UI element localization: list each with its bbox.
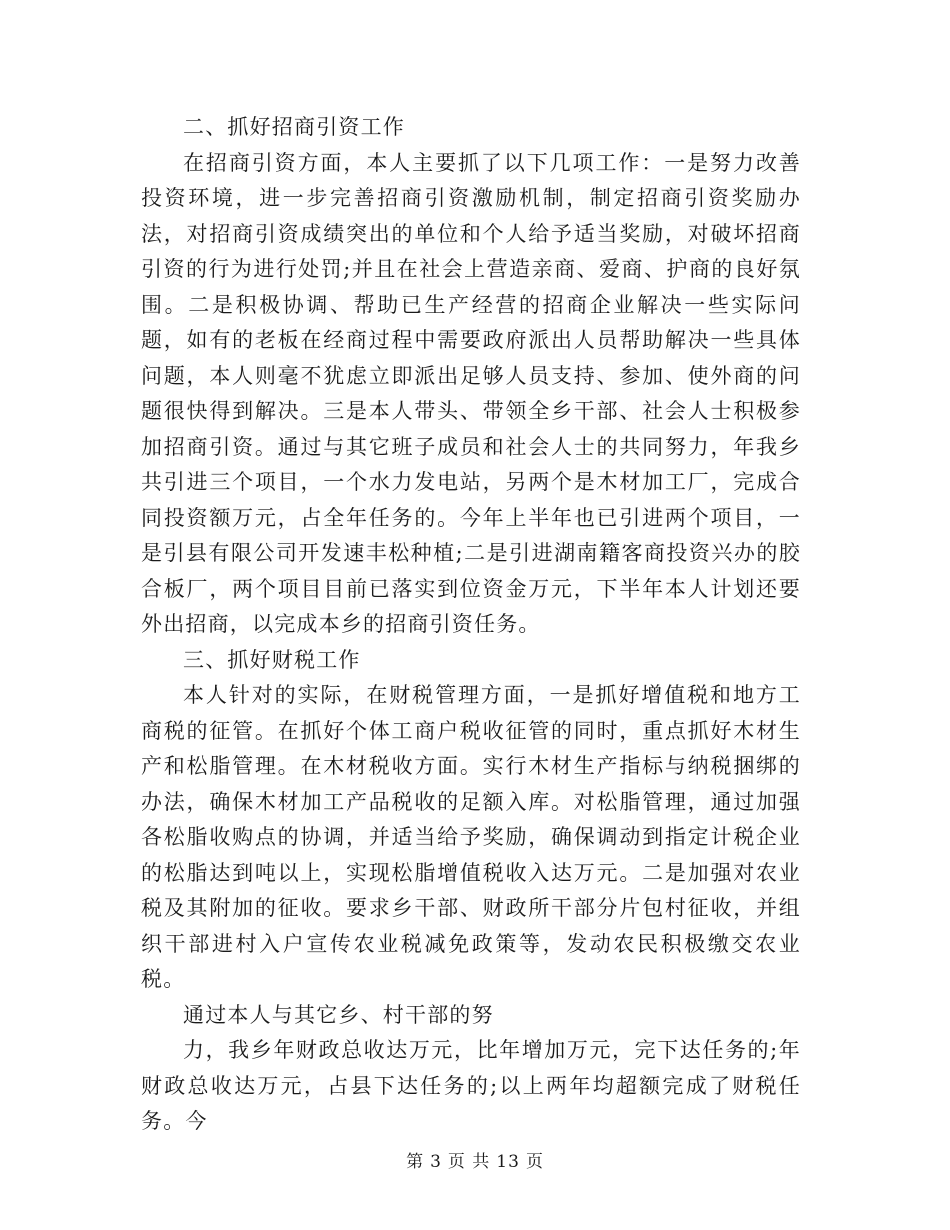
footer-prefix: 第	[406, 1152, 425, 1172]
section-heading-investment: 二、抓好招商引资工作	[183, 115, 405, 139]
paragraph-results: 力，我乡年财政总收达万元，比年增加万元，完下达任务的;年财政总收达万元，占县下达任务的;以上两年均超额完成了财税任务。今	[141, 1038, 801, 1133]
section-heading-finance-tax: 三、抓好财税工作	[183, 647, 361, 672]
footer-suffix: 页	[525, 1152, 544, 1172]
paragraph-investment: 在招商引资方面，本人主要抓了以下几项工作：一是努力改善投资环境，进一步完善招商引资激励机制，制定招商引资奖励办法，对招商引资成绩突出的单位和个人给予适当奖励，对破坏招商引资的行为进行处罚;并且在社会上营造亲商、爱商、护商的良好氛围。二是积极协调、帮助已生产经营的招商企业解决一些实际问题，如有的老板在经商过程中需要政府派出人员帮助解决一些具体问题，本人则毫不犹虑立即派出足够人员支持、参加、使外商的问题很快得到解决。三是本人带头、带领全乡干部、社会人士积极参加招商引资。通过与其它班子成员和社会人士的共同努力，年我乡共引进三个项目，一个水力发电站，另两个是木材加工厂，完成合同投资额万元，占全年任务的。今年上半年也已引进两个项目，一是引县有限公司开发速丰松种植;二是引进湖南籍客商投资兴办的胶合板厂，两个项目目前已落实到位资金万元，下半年本人计划还要外出招商，以完成本乡的招商引资任务。	[141, 150, 801, 636]
paragraph-finance-tax: 本人针对的实际，在财税管理方面，一是抓好增值税和地方工商税的征管。在抓好个体工商户税收征管的同时，重点抓好木材生产和松脂管理。在木材税收方面。实行木材生产指标与纳税捆绑的办法，确保木材加工产品税收的足额入库。对松脂管理，通过加强各松脂收购点的协调，并适当给予奖励，确保调动到指定计税企业的松脂达到吨以上，实现松脂增值税收入达万元。二是加强对农业税及其附加的征收。要求乡干部、财政所干部分片包村征收，并组织干部进村入户宣传农业税减免政策等，发动农民积极缴交农业税。	[141, 683, 801, 991]
footer-total-pages: 13	[496, 1152, 520, 1172]
document-body	[141, 110, 801, 1140]
footer-page-number: 3	[430, 1152, 442, 1172]
footer-middle: 页 共	[447, 1152, 491, 1172]
paragraph-efforts: 通过本人与其它乡、村干部的努	[183, 1002, 494, 1027]
page-footer	[0, 1147, 950, 1172]
